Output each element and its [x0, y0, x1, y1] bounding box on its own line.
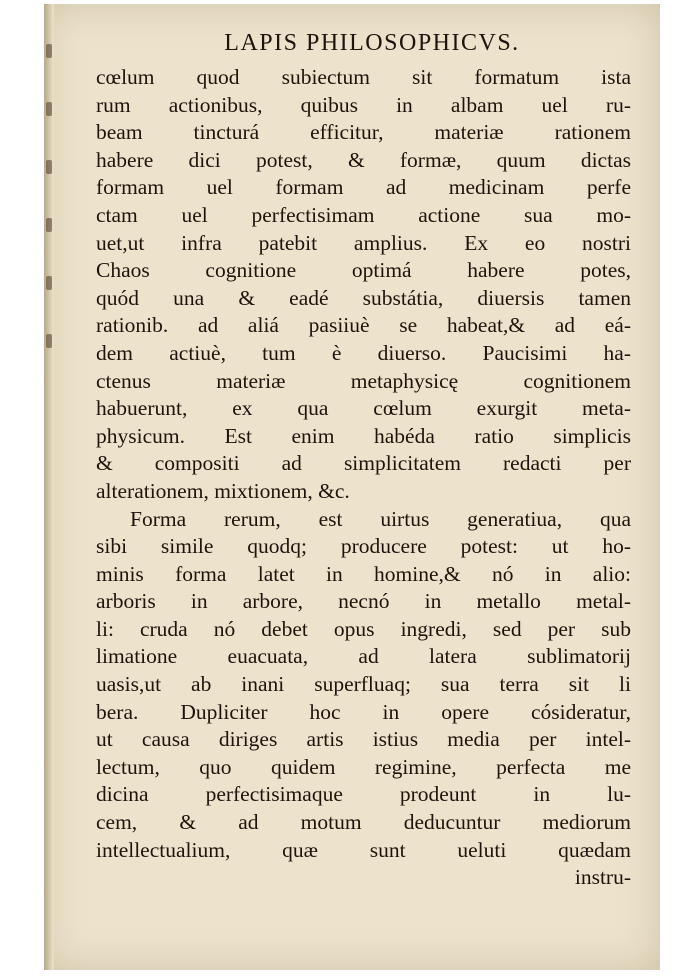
text-line: intellectualium, quæ sunt ueluti quædam — [96, 837, 631, 862]
body-text — [96, 64, 631, 892]
text-line: dem actiuè, tum è diuerso. Paucisimi ha- — [96, 340, 631, 365]
text-line: rationib. ad aliá pasiiuè se habeat,& ad eá- — [96, 313, 631, 338]
text-line: arboris in arbore, necnó in metallo metal- — [96, 589, 631, 614]
text-line: physicum. Est enim habéda ratio simplicis — [96, 423, 631, 448]
text-line: ut causa diriges artis istius media per intel- — [96, 727, 631, 752]
text-line: ctenus materiæ metaphysicę cognitionem — [96, 368, 631, 393]
text-line: lectum, quo quidem regimine, perfecta me — [96, 754, 631, 779]
text-line: dicina perfectisimaque prodeunt in lu- — [96, 782, 631, 807]
text-line: limatione euacuata, ad latera sublimatorij — [96, 644, 631, 669]
edge-mark — [46, 334, 52, 348]
edge-marks — [46, 44, 60, 964]
text-line: sibi simile quodq; producere potest: ut ho- — [96, 534, 631, 559]
book-page — [44, 4, 660, 970]
text-line: Chaos cognitione optimá habere potes, — [96, 258, 631, 283]
text-line: cem, & ad motum deducuntur mediorum — [96, 810, 631, 835]
edge-mark — [46, 276, 52, 290]
text-line: li: cruda nó debet opus ingredi, sed per sub — [96, 616, 631, 641]
text-line: cœlum quod subiectum sit formatum ista — [96, 65, 631, 89]
text-line: alterationem, mixtionem, &c. — [96, 478, 350, 503]
text-line: beam tincturá efficitur, materiæ rationem — [96, 120, 631, 145]
edge-mark — [46, 102, 52, 116]
edge-mark — [46, 160, 52, 174]
text-line: uasis,ut ab inani superfluaq; sua terra sit li — [96, 672, 631, 697]
text-line: habuerunt, ex qua cœlum exurgit meta- — [96, 396, 631, 421]
text-line: ctam uel perfectisimam actione sua mo- — [96, 202, 631, 227]
text-line: uet,ut infra patebit amplius. Ex eo nostri — [96, 230, 631, 255]
catchword: instru- — [574, 865, 631, 890]
text-line: minis forma latet in homine,& nó in alio: — [96, 561, 631, 586]
text-line: formam uel formam ad medicinam perfe — [96, 175, 631, 200]
text-line: rum actionibus, quibus in albam uel ru- — [96, 92, 631, 117]
running-header: LAPIS PHILOSOPHICVS. — [224, 30, 520, 56]
text-line: quód una & eadé substátia, diuersis tamen — [96, 285, 631, 310]
edge-mark — [46, 218, 52, 232]
text-line: habere dici potest, & formæ, quum dictas — [96, 147, 631, 172]
text-line: & compositi ad simplicitatem redacti per — [96, 451, 631, 476]
text-line: Forma rerum, est uirtus generatiua, qua — [130, 506, 631, 531]
text-line: bera. Dupliciter hoc in opere cósideratur, — [96, 699, 631, 724]
